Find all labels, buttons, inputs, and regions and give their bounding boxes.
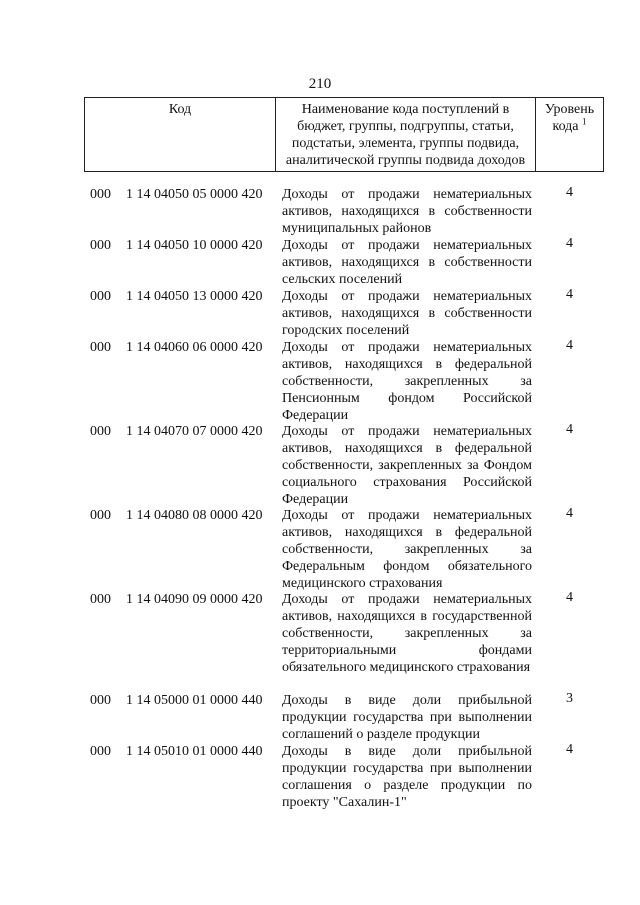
row-code: 1 14 04050 13 0000 420: [126, 289, 263, 304]
row-prefix: 000: [90, 744, 111, 759]
page-number: 210: [308, 76, 332, 92]
row-level: 4: [566, 506, 573, 521]
row-code: 1 14 04060 06 0000 420: [126, 340, 263, 355]
table-row: [0, 423, 640, 507]
row-level: 4: [566, 185, 573, 200]
row-name: Доходы от продажи нематериальных активов, находящихся в федеральной собственности, закрепленных за Пенсионным фондом Российской Федерации: [282, 340, 532, 423]
table-row: [0, 507, 640, 591]
row-code: 1 14 04080 08 0000 420: [126, 508, 263, 523]
row-level: 4: [566, 287, 573, 302]
row-prefix: 000: [90, 693, 111, 708]
revenue-codes-list: [0, 186, 640, 811]
row-prefix: 000: [90, 424, 111, 439]
row-level: 4: [566, 590, 573, 605]
table-header: [84, 97, 604, 172]
row-prefix: 000: [90, 592, 111, 607]
table-row: [0, 692, 640, 743]
row-name: Доходы от продажи нематериальных активов, находящихся в государственной собственности, закрепленных за территориальными фондами обязательного медицинского страхования: [282, 592, 532, 675]
row-level: 4: [566, 742, 573, 757]
header-name: Наименование кода поступлений в бюджет, группы, подгруппы, статьи, подстатьи, элемента, группы подвида, аналитической группы подвида доходов: [276, 98, 536, 172]
row-level: 4: [566, 236, 573, 251]
header-level: Уровень кода: [544, 102, 595, 134]
row-code: 1 14 05000 01 0000 440: [126, 693, 263, 708]
row-level: 4: [566, 422, 573, 437]
row-code: 1 14 04050 05 0000 420: [126, 187, 263, 202]
row-level: 3: [566, 691, 573, 706]
table-row: [0, 339, 640, 423]
row-name: Доходы от продажи нематериальных активов, находящихся в собственности сельских поселений: [282, 238, 532, 287]
row-prefix: 000: [90, 187, 111, 202]
row-code: 1 14 04050 10 0000 420: [126, 238, 263, 253]
row-name: Доходы в виде доли прибыльной продукции государства при выполнении соглашения о разделе продукции по проекту "Сахалин-1": [282, 744, 532, 810]
row-prefix: 000: [90, 238, 111, 253]
table-row: [0, 591, 640, 692]
row-name: Доходы в виде доли прибыльной продукции государства при выполнении соглашений о разделе продукции: [282, 693, 532, 742]
header-code: Код: [85, 98, 276, 172]
header-level-footnote: 1: [582, 116, 587, 127]
row-name: Доходы от продажи нематериальных активов, находящихся в собственности муниципальных районов: [282, 187, 532, 236]
row-code: 1 14 05010 01 0000 440: [126, 744, 263, 759]
row-prefix: 000: [90, 340, 111, 355]
row-level: 4: [566, 338, 573, 353]
header-level-cell: [536, 98, 604, 172]
table-row: [0, 237, 640, 288]
table-row: [0, 186, 640, 237]
row-prefix: 000: [90, 508, 111, 523]
table-row: [0, 743, 640, 811]
row-code: 1 14 04070 07 0000 420: [126, 424, 263, 439]
table-row: [0, 288, 640, 339]
row-code: 1 14 04090 09 0000 420: [126, 592, 263, 607]
row-prefix: 000: [90, 289, 111, 304]
row-name: Доходы от продажи нематериальных активов, находящихся в собственности городских поселений: [282, 289, 532, 338]
row-name: Доходы от продажи нематериальных активов, находящихся в федеральной собственности, закрепленных за Федеральным фондом обязательного медицинского страхования: [282, 508, 532, 591]
row-name: Доходы от продажи нематериальных активов, находящихся в федеральной собственности, закрепленных за Фондом социального страхования Российской Федерации: [282, 424, 532, 507]
